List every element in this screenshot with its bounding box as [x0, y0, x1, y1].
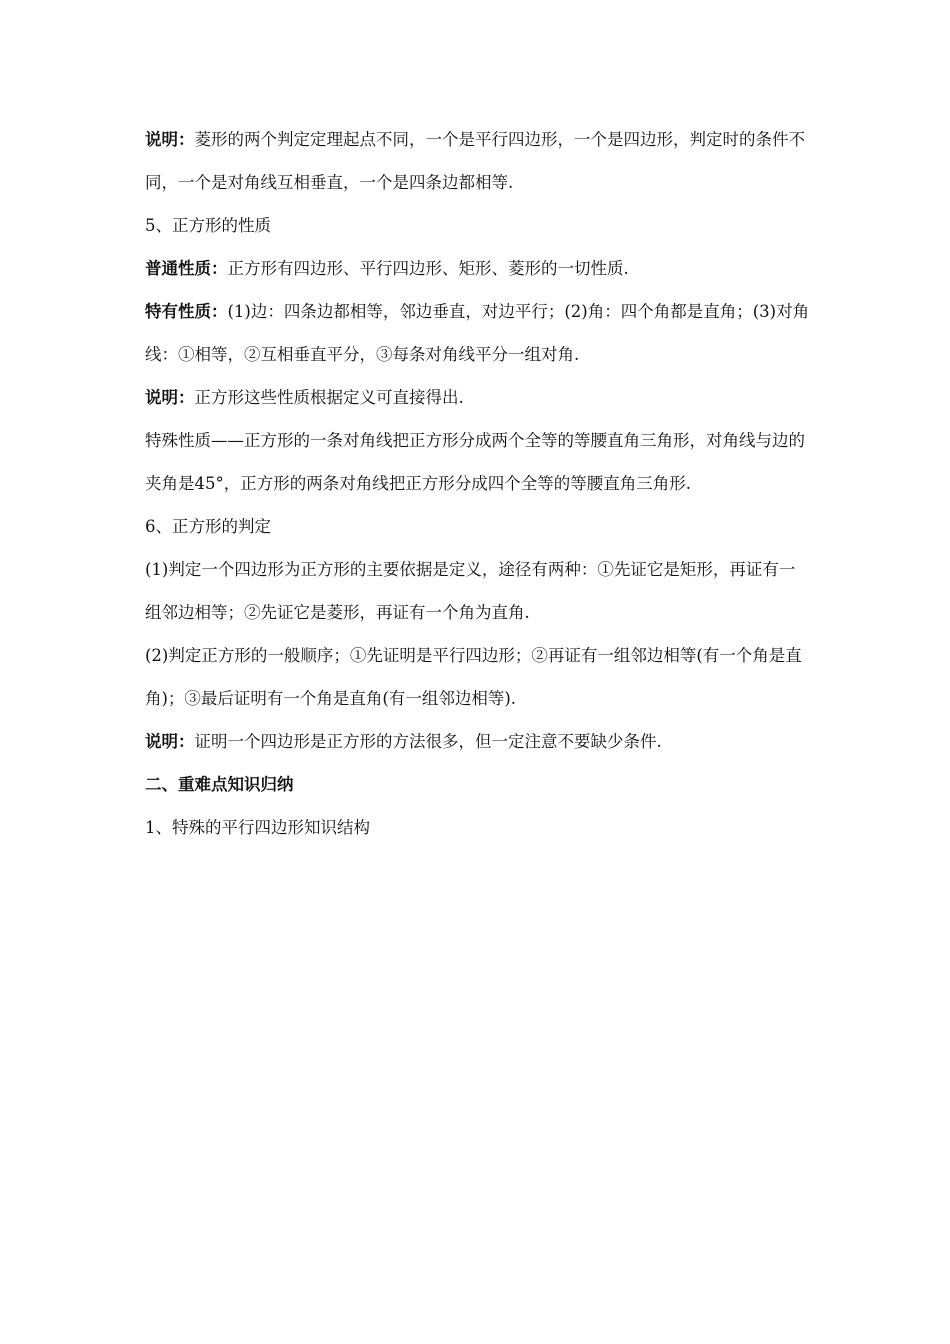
special-properties: [145, 290, 810, 376]
note-rhombus-criteria: [145, 118, 810, 204]
subheading-knowledge-structure: 1、特殊的平行四边形知识结构: [145, 818, 370, 837]
section-heading-2: 二、重难点知识归纳: [145, 775, 294, 794]
note-text: 证明一个四边形是正方形的方法很多，但一定注意不要缺少条件.: [194, 732, 662, 751]
note-square-proof: [145, 720, 810, 763]
general-properties-text: 正方形有四边形、平行四边形、矩形、菱形的一切性质.: [227, 259, 629, 278]
note-label: 说明：: [145, 388, 195, 407]
note-label: 说明：: [145, 732, 195, 751]
general-properties-label: 普通性质：: [145, 259, 228, 278]
note-text: 菱形的两个判定定理起点不同，一个是平行四边形，一个是四边形，判定时的条件不同，一个是对角线互相垂直，一个是四条边都相等.: [145, 130, 805, 192]
heading-square-criteria: 6、正方形的判定: [145, 517, 271, 536]
criteria-method-1: (1)判定一个四边形为正方形的主要依据是定义，途径有两种：①先证它是矩形，再证有一组邻边相等；②先证它是菱形，再证有一个角为直角.: [145, 560, 796, 622]
unique-property: 特殊性质——正方形的一条对角线把正方形分成两个全等的等腰直角三角形，对角线与边的夹角是45°，正方形的两条对角线把正方形分成四个全等的等腰直角三角形.: [145, 431, 805, 493]
special-properties-label: 特有性质：: [145, 302, 228, 321]
criteria-method-2: (2)判定正方形的一般顺序；①先证明是平行四边形；②再证有一组邻边相等(有一个角是直角)；③最后证明有一个角是直角(有一组邻边相等).: [145, 646, 802, 708]
note-label: 说明：: [145, 130, 195, 149]
general-properties: [145, 247, 810, 290]
heading-square-properties: 5、正方形的性质: [145, 216, 271, 235]
document-page: [145, 118, 810, 849]
special-properties-text: (1)边：四条边都相等，邻边垂直，对边平行；(2)角：四个角都是直角；(3)对角线：①相等，②互相垂直平分，③每条对角线平分一组对角.: [145, 302, 810, 364]
note-text: 正方形这些性质根据定义可直接得出.: [194, 388, 464, 407]
note-square-properties: [145, 376, 810, 419]
